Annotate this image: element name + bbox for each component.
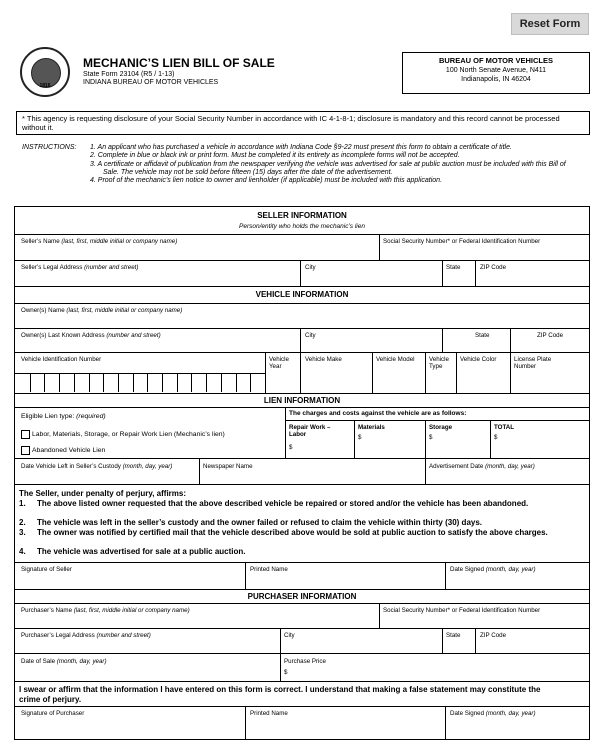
ad-date-field[interactable]: Advertisement Date (month, day, year) xyxy=(429,463,535,470)
total-dollar: $ xyxy=(494,434,498,441)
seller-printed-name-field[interactable]: Printed Name xyxy=(250,566,288,573)
seller-name-field[interactable]: Seller’s Name (last, first, middle initial or company name) xyxy=(21,238,178,245)
vin-box-divider xyxy=(59,374,60,392)
date-of-sale-field[interactable]: Date of Sale (month, day, year) xyxy=(21,658,107,665)
labor-lien-checkbox[interactable] xyxy=(21,430,30,439)
affirm-3-num: 3. xyxy=(19,528,26,537)
vin-box-divider xyxy=(250,374,251,392)
vin-label: Vehicle Identification Number xyxy=(21,356,102,363)
vin-box-divider xyxy=(133,374,134,392)
purchase-price-dollar: $ xyxy=(284,669,288,676)
purchaser-name-field[interactable]: Purchaser’s Name (last, first, middle initial or company name) xyxy=(21,607,190,614)
color-field[interactable]: Vehicle Color xyxy=(460,356,497,363)
instruction-item: 4. Proof of the mechanic’s lien notice to owner and lienholder (if applicable) must be included with this application. xyxy=(90,177,443,185)
form-number: State Form 23104 (R5 / 1-13) xyxy=(83,71,175,78)
purchaser-state-field[interactable]: State xyxy=(446,632,461,639)
labor-lien-label: Labor, Materials, Storage, or Repair Work Lien (Mechanic’s lien) xyxy=(32,431,225,438)
purchaser-heading: PURCHASER INFORMATION xyxy=(247,592,357,601)
purchaser-city-field[interactable]: City xyxy=(284,632,295,639)
seller-address-field[interactable]: Seller’s Legal Address (number and street) xyxy=(21,264,139,271)
purchaser-signature-field[interactable]: Signature of Purchaser xyxy=(21,710,85,717)
seller-city-field[interactable]: City xyxy=(305,264,316,271)
purchase-price-field[interactable]: Purchase Price xyxy=(284,658,326,665)
agency-name: INDIANA BUREAU OF MOTOR VEHICLES xyxy=(83,79,219,86)
storage-dollar: $ xyxy=(429,434,433,441)
owner-state-field[interactable]: State xyxy=(475,332,490,339)
vin-box-divider xyxy=(118,374,119,392)
affirm-2-num: 2. xyxy=(19,518,26,527)
purchaser-date-signed-field[interactable]: Date Signed (month, day, year) xyxy=(450,710,536,717)
vehicle-heading: VEHICLE INFORMATION xyxy=(255,290,349,299)
perjury-statement: I swear or affirm that the information I have entered on this form is correct. I understand that making a false statement may constitute the crime of perjury. xyxy=(19,685,541,704)
instruction-item: 3. A certificate or affidavit of publication from the newspaper verifying the vehicle was advertised for sale at public auction must be included with this Bill of Sale. The vehicle may not be sold before fifteen (15) days after the date of the advertisement. xyxy=(90,160,566,176)
newspaper-field[interactable]: Newspaper Name xyxy=(203,463,253,470)
vin-box-divider xyxy=(147,374,148,392)
materials-dollar: $ xyxy=(358,434,362,441)
year-field[interactable]: Vehicle Year xyxy=(269,356,289,370)
affirm-1-text: The above listed owner requested that the above described vehicle be repaired or stored and/or the vehicle has been abandoned. xyxy=(37,499,529,508)
vin-box-divider xyxy=(221,374,222,392)
vin-box-divider xyxy=(177,374,178,392)
reset-form-button[interactable]: Reset Form xyxy=(511,13,589,35)
vin-box-divider xyxy=(89,374,90,392)
lien-heading: LIEN INFORMATION xyxy=(263,396,341,405)
form-title: MECHANIC’S LIEN BILL OF SALE xyxy=(83,56,275,70)
vin-box-divider xyxy=(74,374,75,392)
owner-name-field[interactable]: Owner(s) Name (last, first, middle initial or company name) xyxy=(21,307,183,314)
vin-box-divider xyxy=(44,374,45,392)
storage-field[interactable]: Storage xyxy=(429,424,453,431)
owner-address-field[interactable]: Owner(s) Last Known Address (number and street) xyxy=(21,332,161,339)
plate-field[interactable]: License Plate Number xyxy=(514,356,552,370)
instruction-item: 1. An applicant who has purchased a vehicle in accordance with Indiana Code §9-22 must present this form to obtain a certificate of title. xyxy=(90,144,512,151)
vin-box-divider xyxy=(30,374,31,392)
vin-box-divider xyxy=(103,374,104,392)
purchaser-printed-name-field[interactable]: Printed Name xyxy=(250,710,288,717)
purchaser-address-field[interactable]: Purchaser’s Legal Address (number and street) xyxy=(21,632,151,639)
eligible-lien-label: Eligible Lien type: (required) xyxy=(21,413,106,420)
affirm-4-text: The vehicle was advertised for sale at a public auction. xyxy=(37,547,246,556)
affirm-1-num: 1. xyxy=(19,499,26,508)
instruction-item: 2. Complete in blue or black ink or print form. Must be completed it its entirety as incomplete forms will not be accepted. xyxy=(90,152,460,160)
type-field[interactable]: Vehicle Type xyxy=(429,356,449,370)
purchaser-ssn-field[interactable]: Social Security Number* or Federal Identification Number xyxy=(383,607,541,614)
owner-zip-field[interactable]: ZIP Code xyxy=(537,332,564,339)
vin-box-divider xyxy=(162,374,163,392)
seller-zip-field[interactable]: ZIP Code xyxy=(480,264,507,271)
abandoned-lien-label: Abandoned Vehicle Lien xyxy=(32,447,106,454)
seller-heading: SELLER INFORMATION xyxy=(257,211,347,220)
purchaser-zip-field[interactable]: ZIP Code xyxy=(480,632,507,639)
seller-date-signed-field[interactable]: Date Signed (month, day, year) xyxy=(450,566,536,573)
seller-ssn-field[interactable]: Social Security Number* or Federal Identification Number xyxy=(383,238,541,245)
affirm-3-text: The owner was notified by certified mail that the vehicle described above would be sold at public auction to satisfy the above charges. xyxy=(37,528,548,537)
seller-subheading: Person/entity who holds the mechanic’s lien xyxy=(239,223,365,230)
bmv-address-box: BUREAU OF MOTOR VEHICLES 100 North Senate Avenue, N411 Indianapolis, IN 46204 xyxy=(402,52,590,94)
vin-box-divider xyxy=(191,374,192,392)
model-field[interactable]: Vehicle Model xyxy=(376,356,415,363)
vin-box-divider xyxy=(206,374,207,392)
materials-field[interactable]: Materials xyxy=(358,424,385,431)
total-field[interactable]: TOTAL xyxy=(494,424,515,431)
date-left-field[interactable]: Date Vehicle Left in Seller’s Custody (month, day, year) xyxy=(21,463,173,470)
charges-heading: The charges and costs against the vehicle are as follows: xyxy=(289,410,467,417)
vin-box-divider xyxy=(236,374,237,392)
indiana-state-seal: 1816 xyxy=(20,47,70,97)
seller-state-field[interactable]: State xyxy=(446,264,461,271)
repair-dollar: $ xyxy=(289,444,293,451)
owner-city-field[interactable]: City xyxy=(305,332,316,339)
affirm-intro: The Seller, under penalty of perjury, affirms: xyxy=(19,489,187,498)
abandoned-lien-checkbox[interactable] xyxy=(21,446,30,455)
repair-field[interactable]: Repair Work – Labor xyxy=(289,424,331,438)
affirm-2-text: The vehicle was left in the seller’s custody and the owner failed or refused to claim the vehicle within thirty (30) days. xyxy=(37,518,483,527)
seller-signature-field[interactable]: Signature of Seller xyxy=(21,566,72,573)
make-field[interactable]: Vehicle Make xyxy=(305,356,342,363)
form-grid xyxy=(14,206,590,740)
ssn-disclosure: * This agency is requesting disclosure of your Social Security Number in accordance with IC 4-1-8-1; disclosure is mandatory and this record cannot be processed without it. xyxy=(16,111,590,135)
affirm-4-num: 4. xyxy=(19,547,26,556)
